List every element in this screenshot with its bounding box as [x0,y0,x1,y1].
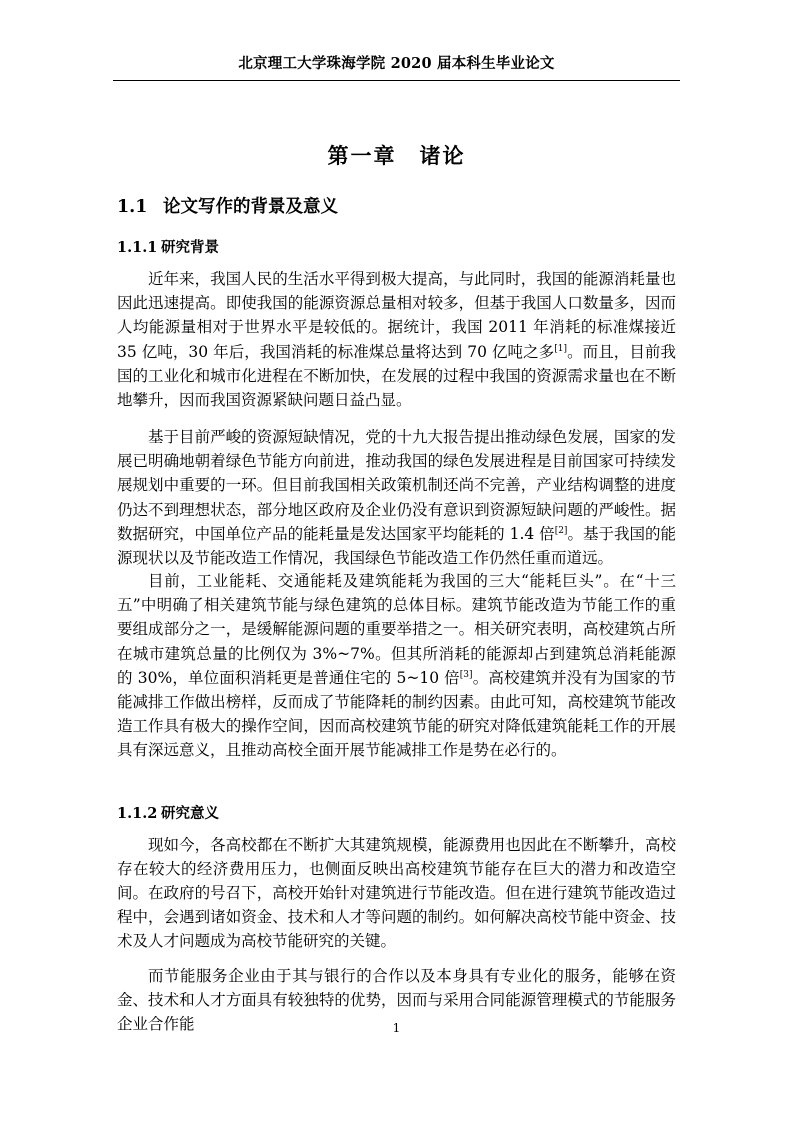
citation: [2] [554,525,568,536]
subsection-heading [117,236,219,257]
subsection-number: 1.1.1 [117,239,158,256]
paragraph: 基于目前严峻的资源短缺情况，党的十九大报告提出推动绿色发展，国家的发展已明确地朝着绿色节能方向前进，推动我国的绿色发展进程是目前国家可持续发展规划中重要的一环。但目前我国相关政策机制还尚不完善，产业结构调整的进度仍达不到理想状态，部分地区政府及企业仍没有意识到资源短缺问题的严峻性。据数据研究，中国单位产品的能耗量是发达国家平均能耗的 1.4 倍[2]。基于我国的能源现状以及节能改造工作情况，我国绿色节能改造工作仍然任重而道远。 [117,428,676,568]
citation: [1] [554,343,567,354]
subsection-number: 1.1.2 [117,805,158,822]
header-rule [113,80,680,81]
section-title: 论文写作的背景及意义 [163,197,338,217]
paragraph: 在政府的号召下，高校开始针对建筑进行节能改造。但在进行建筑节能改造过程中，会遇到诸如资金、技术和人才等问题的制约。如何解决高校节能中资金、技术及人才问题成为高校节能研究的关键。 [117,884,676,951]
chapter-title: 第一章 诸论 [327,143,466,168]
page-number: 1 [392,1021,401,1035]
section-heading [117,193,338,218]
subsection-title: 研究背景 [161,239,219,256]
subsection-title: 研究意义 [161,805,219,822]
paragraph: 近年来，我国人民的生活水平得到极大提高，与此同时，我国的能源消耗量也因此迅速提高。即使我国的能源资源总量相对较多，但基于我国人口数量多，因而人均能源量相对于世界水平是较低的。据统计，我国 2011 年消耗的标准煤接近 35 亿吨，30 年后，我国消耗的标准煤总量将达到 70 亿吨之多[1]。而且，目前我国的工业化和城市化进程在不断加快，在发展的过程中我国的资源需求量也在不断地攀升，因而我国资源紧缺问题日益凸显。 [117,270,676,410]
section-number: 1.1 [117,197,148,217]
subsection-heading [117,802,219,823]
paragraph: 现如今，各高校都在不断扩大其建筑规模，能源费用也因此在不断攀升，高校存在较大的经济费用压力，也侧面反映出高校建筑节能存在巨大的潜力和改造空间。 [117,836,676,903]
running-header: 北京理工大学珠海学院 2020 届本科生毕业论文 [238,55,555,72]
paragraph: 目前，工业能耗、交通能耗及建筑能耗为我国的三大“能耗巨头”。在“十三五”中明确了相关建筑节能与绿色建筑的总体目标。建筑节能改造为节能工作的重要组成部分之一，是缓解能源问题的重要举措之一。相关研究表明，高校建筑占所在城市建筑总量的比例仅为 3%~7%。但其所消耗的能源却占到建筑总消耗能源的 30%，单位面积消耗更是普通住宅的 5~10 倍[3]。高校建筑并没有为国家的节能减排工作做出榜样，反而成了节能降耗的制约因素。由此可知，高校建筑节能改造工作具有极大的操作空间，因而高校建筑节能的研究对降低建筑能耗工作的开展具有深远意义，且推动高校全面开展节能减排工作是势在必行的。 [117,572,676,760]
citation: [3] [459,669,473,680]
paragraph: 而节能服务企业由于其与银行的合作以及本身具有专业化的服务，能够在资金、技术和人才方面具有较独特的优势，因而与采用合同能源管理模式的节能服务企业合作能 [117,967,676,1034]
